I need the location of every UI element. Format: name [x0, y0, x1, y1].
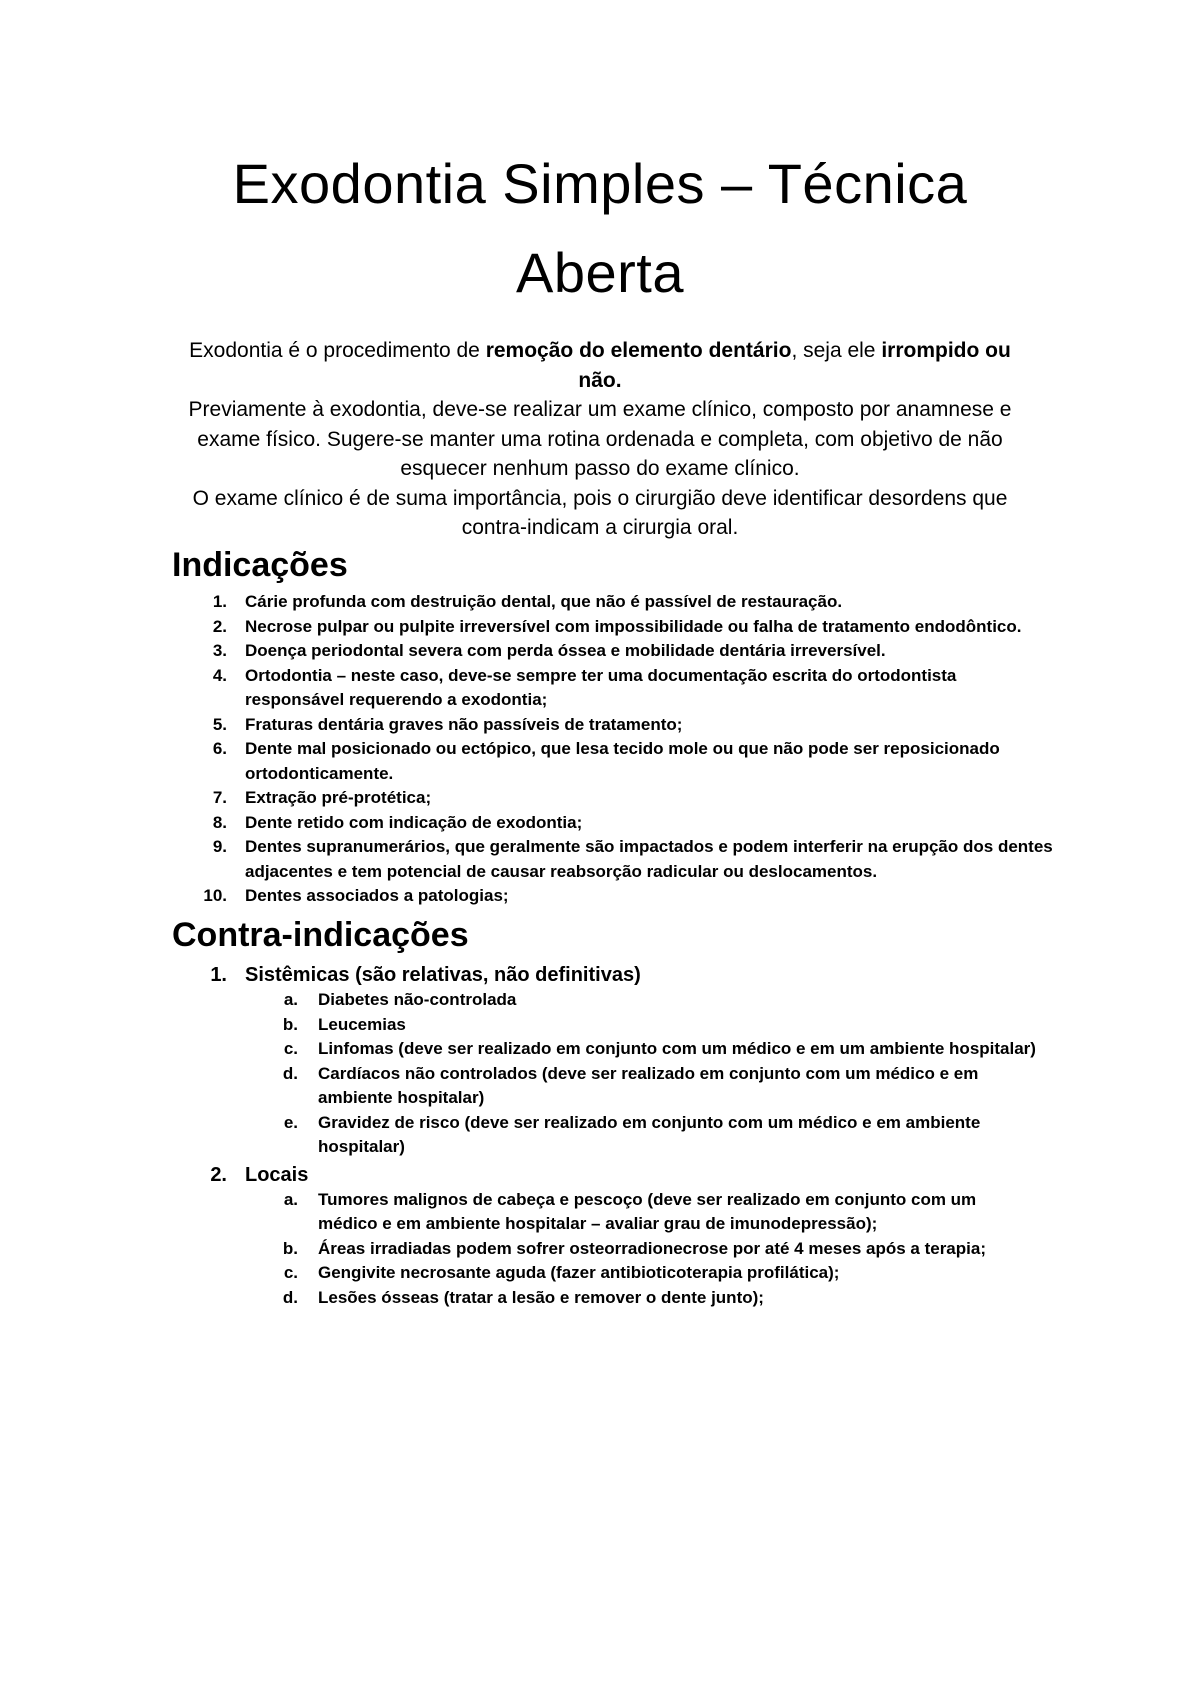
- list-item-number: 3.: [212, 641, 227, 660]
- sub-list-item: [200, 1286, 1038, 1311]
- contra-group-label: Sistêmicas (são relativas, não definitivas): [245, 964, 641, 986]
- list-item: [200, 639, 1060, 664]
- contra-sub-list: [200, 988, 1060, 1160]
- list-item-number: 5.: [212, 714, 227, 734]
- list-item-number: 1.: [212, 592, 227, 611]
- sub-list-item-letter: a.: [283, 1189, 298, 1209]
- list-item: [200, 884, 1060, 909]
- intro-bold-text: remoção do elemento dentário: [485, 339, 792, 362]
- contra-group-number: 1.: [210, 964, 227, 986]
- list-item: [200, 590, 1060, 615]
- document-title-line-1: Exodontia Simples – Técnica: [232, 152, 968, 215]
- sub-list-item-letter: c.: [283, 1039, 298, 1058]
- sub-list-item-text: Lesões ósseas (tratar a lesão e remover o dente junto);: [318, 1287, 764, 1307]
- sub-list-item-text: Áreas irradiadas podem sofrer osteorradionecrose por até 4 meses após a terapia;: [318, 1238, 986, 1258]
- intro-paragraph-1: [165, 336, 1035, 395]
- sub-list-item: [200, 1237, 1038, 1262]
- list-item-text: Fraturas dentária graves não passíveis de tratamento;: [245, 714, 683, 734]
- sub-list-item-text: Tumores malignos de cabeça e pescoço (deve ser realizado em conjunto com um médico e em ambiente hospitalar – avaliar grau de imunodepressão);: [318, 1189, 977, 1233]
- list-item-number: 8.: [212, 812, 227, 832]
- contra-indicacoes-list: [200, 962, 1060, 1312]
- list-item-number: 6.: [212, 739, 227, 758]
- sub-list-item-text: Cardíacos não controlados (deve ser realizado em conjunto com um médico e em ambiente hospitalar): [318, 1063, 979, 1107]
- sub-list-item-text: Leucemias: [318, 1014, 406, 1034]
- sub-list-item-letter: d.: [282, 1287, 298, 1307]
- sub-list-item: [200, 988, 1038, 1013]
- contra-indicacoes-heading: Contra-indicações: [172, 916, 469, 954]
- contra-group-number: 2.: [210, 1163, 227, 1186]
- list-item: [200, 713, 1060, 738]
- list-item-number: 10.: [203, 886, 227, 905]
- sub-list-item-text: Linfomas (deve ser realizado em conjunto com um médico e em um ambiente hospitalar): [318, 1039, 1036, 1058]
- list-item: [200, 615, 1060, 640]
- list-item-text: Dentes supranumerários, que geralmente são impactados e podem interferir na erupção dos dentes adjacentes e tem potencial de causar reabsorção radicular ou deslocamentos.: [245, 837, 1053, 881]
- sub-list-item-letter: e.: [283, 1112, 298, 1132]
- sub-list-item: [200, 1188, 1038, 1237]
- list-item: [200, 737, 1060, 786]
- list-item-text: Dente retido com indicação de exodontia;: [245, 812, 583, 832]
- sub-list-item: [200, 1062, 1038, 1111]
- sub-list-item: [200, 1261, 1038, 1286]
- sub-list-item: [200, 1111, 1038, 1160]
- list-item-text: Cárie profunda com destruição dental, que não é passível de restauração.: [245, 592, 843, 611]
- indicacoes-list: [200, 590, 1060, 909]
- list-item-text: Dentes associados a patologias;: [245, 886, 509, 905]
- sub-list-item-letter: b.: [282, 1014, 298, 1034]
- sub-list-item-text: Gravidez de risco (deve ser realizado em conjunto com um médico e em ambiente hospitalar): [318, 1112, 981, 1156]
- list-item: [200, 786, 1060, 811]
- intro-paragraph-3: O exame clínico é de suma importância, pois o cirurgião deve identificar desordens que contra-indicam a cirurgia oral.: [192, 486, 1008, 539]
- sub-list-item-letter: b.: [282, 1238, 298, 1258]
- sub-list-item-text: Diabetes não-controlada: [318, 990, 517, 1009]
- contra-group-title: [200, 1162, 1060, 1188]
- indicacoes-heading: Indicações: [172, 546, 348, 584]
- contra-sub-list: [200, 1188, 1060, 1311]
- intro-text: Exodontia é o procedimento de: [189, 339, 486, 362]
- sub-list-item-letter: c.: [283, 1263, 298, 1282]
- contra-group-label: Locais: [245, 1163, 309, 1186]
- list-item: [200, 811, 1060, 836]
- list-item-number: 9.: [212, 837, 227, 856]
- list-item-text: Extração pré-protética;: [245, 788, 432, 807]
- list-item-text: Ortodontia – neste caso, deve-se sempre ter uma documentação escrita do ortodontista responsável requerendo a exodontia;: [245, 665, 957, 709]
- contra-group-title: [200, 962, 1060, 988]
- sub-list-item: [200, 1037, 1038, 1062]
- intro-paragraph-2: Previamente à exodontia, deve-se realizar um exame clínico, composto por anamnese e exame físico. Sugere-se manter uma rotina ordenada e completa, com objetivo de não esquecer nenhum passo do exame clínico.: [188, 398, 1012, 480]
- list-item: [200, 835, 1060, 884]
- document-title-line-2: Aberta: [516, 241, 684, 304]
- list-item-number: 2.: [212, 616, 227, 636]
- sub-list-item-letter: d.: [282, 1063, 298, 1083]
- intro-section: [165, 336, 1035, 543]
- intro-text: , seja ele: [791, 339, 882, 362]
- list-item-text: Doença periodontal severa com perda óssea e mobilidade dentária irreversível.: [245, 641, 886, 660]
- sub-list-item: [200, 1013, 1038, 1038]
- list-item: [200, 664, 1060, 713]
- intro-bold-text: irrompido ou não.: [578, 339, 1011, 392]
- list-item-number: 7.: [212, 788, 227, 807]
- sub-list-item-text: Gengivite necrosante aguda (fazer antibioticoterapia profilática);: [318, 1263, 840, 1282]
- list-item-text: Necrose pulpar ou pulpite irreversível com impossibilidade ou falha de tratamento endodôntico.: [245, 616, 1022, 636]
- list-item-text: Dente mal posicionado ou ectópico, que lesa tecido mole ou que não pode ser reposicionado ortodonticamente.: [245, 739, 1000, 783]
- list-item-number: 4.: [212, 665, 227, 685]
- sub-list-item-letter: a.: [283, 990, 298, 1009]
